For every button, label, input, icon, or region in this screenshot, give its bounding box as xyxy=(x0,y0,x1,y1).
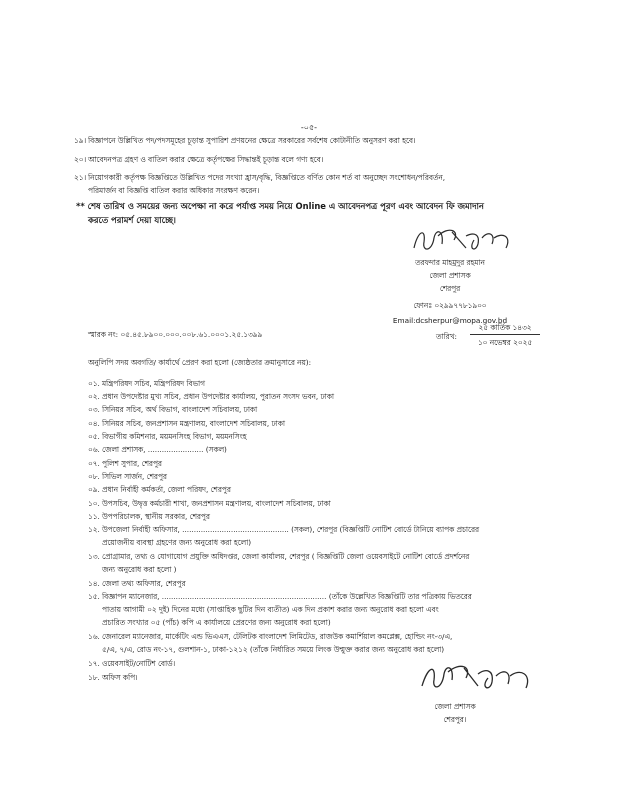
signature-image xyxy=(416,656,544,698)
bottom-signatory-block xyxy=(400,700,510,726)
signatory-block xyxy=(370,256,530,327)
recipient-item: ০১. মন্ত্রিপরিষদ সচিব, মন্ত্রিপরিষদ বিভাগ xyxy=(88,379,205,388)
recipient-item: ১৬. জেনারেল ম্যানেজার, মার্কেটিং এন্ড ভিএএস, টেলিটক বাংলাদেশ লিমিটেড, রাজউক কমার্শিয়াল কমপ্লেক্স, হোল্ডিং নং-৩/এ, xyxy=(88,632,453,641)
signature-image xyxy=(408,222,518,258)
memo-date-bangla: ২৫ কার্তিক ১৪৩২ xyxy=(470,321,540,335)
copy-intro: অনুলিপি সদয় অবগতি/ কার্যার্থে প্রেরণ করা হলো (জ্যেষ্ঠতার ক্রমানুসারে নয়): xyxy=(88,358,312,367)
recipient-item-continued: প্রচারিত সংখ্যার ০৫ (পাঁচ) কপি এ কার্যালয়ে প্রেরণের জন্য অনুরোধ করা হলো) xyxy=(102,618,331,627)
signatory-district: শেরপুর xyxy=(439,284,461,293)
recipient-item-continued: জন্য অনুরোধ করা হলো ) xyxy=(102,565,177,574)
recipient-item: ০৩. সিনিয়র সচিব, অর্থ বিভাগ, বাংলাদেশ সচিবালয়, ঢাকা xyxy=(88,405,258,414)
recipient-item-continued: পাতায় আগামী ০২ দুই) দিনের মধ্যে (সাপ্তাহিক ছুটির দিন ব্যতীত) এক দিন প্রকাশ করার জন্য অনুরোধ করা হলো এবং xyxy=(102,605,439,614)
signatory-designation: জেলা প্রশাসক xyxy=(429,271,471,280)
recipient-item: ১০. উপসচিব, উদ্বৃত্ত কর্মচারী শাখা, জনপ্রশাসন মন্ত্রণালয়, বাংলাদেশ সচিবালয়, ঢাকা xyxy=(88,499,331,508)
recipient-item: ০৫. বিভাগীয় কমিশনার, ময়মনসিংহ বিভাগ, ময়মনসিংহ xyxy=(88,432,247,441)
signatory-phone: ফোনঃ ০২৯৯৭৭৮১৯০০ xyxy=(413,301,487,310)
bottom-signatory-district: শেরপুর। xyxy=(443,715,467,724)
recipient-item: ১২. উপজেলা নির্বাহী অফিসার, .............................................. (সকল), শেরপুর (বিজ্ঞপ্তিটি নোটিশ বোর্ডে টানিয়ে ব্যাপক প্রচারের xyxy=(88,525,480,534)
bottom-signatory-designation: জেলা প্রশাসক xyxy=(434,702,476,711)
recipient-item: ১৪. জেলা তথ্য অফিসার, শেরপুর xyxy=(88,579,186,588)
term-item: ২১। নিয়োগকারী কর্তৃপক্ষ বিজ্ঞপ্তিতে উল্লিখিত পদের সংখ্যা হ্রাস/বৃদ্ধি, বিজ্ঞপ্তিতে বর্ণিত কোন শর্ত বা অনুচ্ছেদ সংশোধন/পরিবর্তন, xyxy=(74,173,446,182)
memo-date-english: ১০ নভেম্বর ২০২৫ xyxy=(477,338,533,347)
recipient-item: ০৬. জেলা প্রশাসক, ........................ (সকল) xyxy=(88,445,227,454)
recipient-item: ০৪. সিনিয়র সচিব, জনপ্রশাসন মন্ত্রণালয়, বাংলাদেশ সচিবালয়, ঢাকা xyxy=(88,419,285,428)
recipient-item: ১৩. প্রোগ্রামার, তথ্য ও যোগাযোগ প্রযুক্তি অধিদপ্তর, জেলা কার্যালয়, শেরপুর ( বিজ্ঞপ্তিটি জেলা ওয়েবসাইটে নোটিশ বোর্ডে প্রদর্শনের xyxy=(88,552,470,561)
recipient-item: ১৭. ওয়েবসাইট/নোটিশ বোর্ড। xyxy=(88,659,176,668)
recipient-item-continued: প্রয়োজনীয় ব্যবস্থা গ্রহণের জন্য অনুরোধ করা হলো) xyxy=(102,538,252,547)
recipient-item: ০৭. পুলিশ সুপার, শেরপুর xyxy=(88,459,162,468)
notice-bold-line: ** শেষ তারিখ ও সময়ের জন্য অপেক্ষা না করে পর্যাপ্ত সময় নিয়ে Online এ আবেদনপত্র পূরণ এবং আবেদন ফি জমাদান xyxy=(76,201,484,211)
memo-number: স্মারক নং: ০৫.৪৫.৮৯০০.০০০.০০৮.৬১.০০০১.২৫.১৩৯৯ xyxy=(88,330,263,339)
term-item: ১৯। বিজ্ঞাপনে উল্লিখিত পদ/পদসমূহের চূড়ান্ত সুপারিশ প্রণয়নের ক্ষেত্রে সরকারের সর্বশেষ কোটানীতি অনুসরণ করা হবে। xyxy=(74,136,416,145)
term-item: ২০। আবেদনপত্র গ্রহণ ও বাতিল করার ক্ষেত্রে কর্তৃপক্ষের সিদ্ধান্তই চূড়ান্ত বলে গণ্য হবে। xyxy=(74,155,324,164)
recipient-item: ১৮. অফিস কপি। xyxy=(88,673,138,682)
recipient-item: ১১. উপপরিচালক, স্থানীয় সরকার, শেরপুর xyxy=(88,512,210,521)
memo-date-label: তারিখ: xyxy=(436,332,457,341)
notice-bold-line: করতে পরামর্শ দেয়া যাচ্ছে। xyxy=(88,215,176,225)
signatory-email: Email:dcsherpur@mopa.gov.bd xyxy=(392,316,508,325)
recipient-item-continued: ৫/এ, ৭/এ, রোড নং-১৭, গুলশান-১, ঢাকা-১২১২ (তাঁকে নির্ধারিত সময়ে লিংক উন্মুক্ত করার জন্য অনুরোধ করা হলো) xyxy=(102,645,445,654)
recipient-item: ০২. প্রধান উপদেষ্টার মুখ্য সচিব, প্রধান উপদেষ্টার কার্যালয়, পুরাতন সংসদ ভবন, ঢাকা xyxy=(88,392,334,401)
signatory-name: তরফদার মাহমুদুর রহমান xyxy=(415,258,485,267)
recipient-item: ১৫. বিজ্ঞাপন ম্যানেজার, ....................................................................... (তাঁকে উল্লেখিত বিজ্ঞপ্তিটি তার পত্রিকায় ভিতরের xyxy=(88,592,472,601)
recipient-item: ০৮. সিভিল সার্জন, শেরপুর xyxy=(88,472,167,481)
page-number: -০৫- xyxy=(300,123,318,132)
recipient-item: ০৯. প্রধান নির্বাহী কর্মকর্তা, জেলা পরিষদ, শেরপুর xyxy=(88,485,231,494)
term-item-continued: পরিমার্জন বা বিজ্ঞপ্তি বাতিল করার অধিকার সংরক্ষণ করেন। xyxy=(88,186,260,195)
